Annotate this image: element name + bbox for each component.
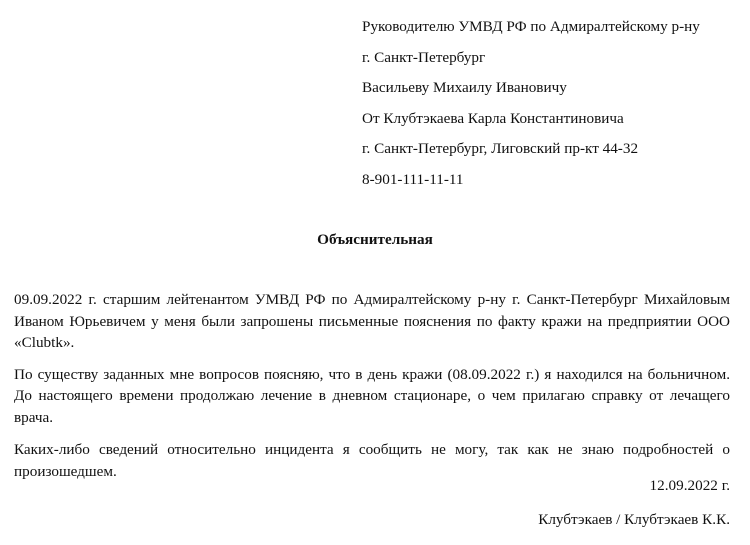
addressee-city: г. Санкт-Петербург <box>362 48 486 66</box>
addressee-name: Васильеву Михаилу Ивановичу <box>362 79 567 97</box>
sender-address: г. Санкт-Петербург, Лиговский пр-кт 44-32 <box>362 140 639 158</box>
document-date: 12.09.2022 г. <box>649 477 730 494</box>
sender-phone: 8-901-111-11-11 <box>362 170 464 188</box>
paragraph-request: 09.09.2022 г. старшим лейтенантом УМВД РФ по Адмиралтейскому р-ну г. Санкт-Петербург Михайловым Иваном Юрьевичем у меня были запрошены письменные пояснения по факту кражи на предприятии ООО «Clubtk». <box>14 291 730 351</box>
document-body <box>14 289 730 493</box>
signature: Клубтэкаев / Клубтэкаев К.К. <box>538 511 730 528</box>
document-title: Объяснительная <box>317 231 433 248</box>
paragraph-conclusion: Каких-либо сведений относительно инцидента я сообщить не могу, так как не знаю подробностей о произошедшем. <box>14 441 730 480</box>
addressee-position: Руководителю УМВД РФ по Адмиралтейскому р-ну <box>362 18 700 35</box>
sender-name: От Клубтэкаева Карла Константиновича <box>362 109 624 127</box>
addressee-block <box>362 16 742 200</box>
paragraph-explanation: По существу заданных мне вопросов поясняю, что в день кражи (08.09.2022 г.) я находился на больничном. До настоящего времени продолжаю лечение в дневном стационаре, о чем прилагаю справку от лечащего врача. <box>14 365 730 426</box>
